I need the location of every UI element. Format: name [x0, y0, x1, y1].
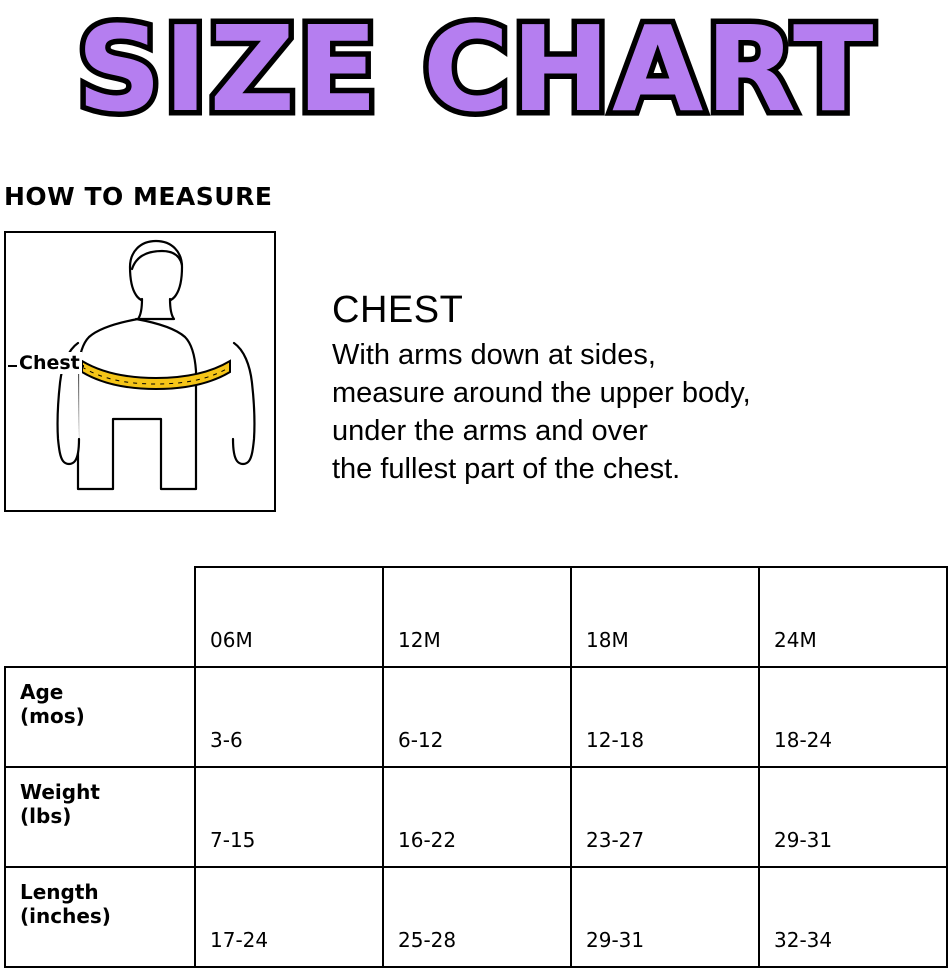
- size-table: [4, 566, 948, 968]
- size-chart-title-art: [6, 2, 946, 148]
- table-column-header-06m: 06M: [195, 567, 383, 667]
- table-row-header-weight: [5, 767, 195, 867]
- size-table-wrapper: [4, 566, 948, 968]
- cell-age-12m: 6-12: [383, 667, 571, 767]
- chest-description: [332, 288, 932, 488]
- cell-weight-06m: 7-15: [195, 767, 383, 867]
- table-row: [5, 667, 947, 767]
- chest-description-body: [332, 336, 932, 488]
- table-row: [5, 767, 947, 867]
- chest-description-line-4: the fullest part of the chest.: [332, 453, 681, 485]
- row-label-line-1: Age: [20, 680, 64, 704]
- row-label-line-2: (mos): [20, 704, 85, 728]
- cell-age-24m: 18-24: [759, 667, 947, 767]
- table-row-header-age: [5, 667, 195, 767]
- table-row: [5, 867, 947, 967]
- cell-weight-24m: 29-31: [759, 767, 947, 867]
- page-title-banner: [0, 0, 952, 150]
- table-column-header-24m: 24M: [759, 567, 947, 667]
- table-row-header-length: [5, 867, 195, 967]
- table-corner-cell: [5, 567, 195, 667]
- row-label-line-1: Length: [20, 880, 99, 904]
- page-title: SIZE CHART: [76, 2, 876, 138]
- row-label-line-2: (lbs): [20, 804, 72, 828]
- row-label-line-2: (inches): [20, 904, 111, 928]
- cell-weight-18m: 23-27: [571, 767, 759, 867]
- table-column-header-12m: 12M: [383, 567, 571, 667]
- table-column-header-18m: 18M: [571, 567, 759, 667]
- cell-age-06m: 3-6: [195, 667, 383, 767]
- cell-length-12m: 25-28: [383, 867, 571, 967]
- chest-description-line-2: measure around the upper body,: [332, 377, 751, 409]
- cell-length-24m: 32-34: [759, 867, 947, 967]
- chest-label: Chest: [19, 352, 80, 374]
- table-header-row: [5, 567, 947, 667]
- cell-length-06m: 17-24: [195, 867, 383, 967]
- row-label-line-1: Weight: [20, 780, 100, 804]
- how-to-measure-heading: HOW TO MEASURE: [4, 182, 273, 211]
- chest-description-line-3: under the arms and over: [332, 415, 648, 447]
- cell-weight-12m: 16-22: [383, 767, 571, 867]
- cell-length-18m: 29-31: [571, 867, 759, 967]
- cell-age-18m: 12-18: [571, 667, 759, 767]
- chest-description-heading: CHEST: [332, 289, 464, 331]
- chest-description-line-1: With arms down at sides,: [332, 339, 656, 371]
